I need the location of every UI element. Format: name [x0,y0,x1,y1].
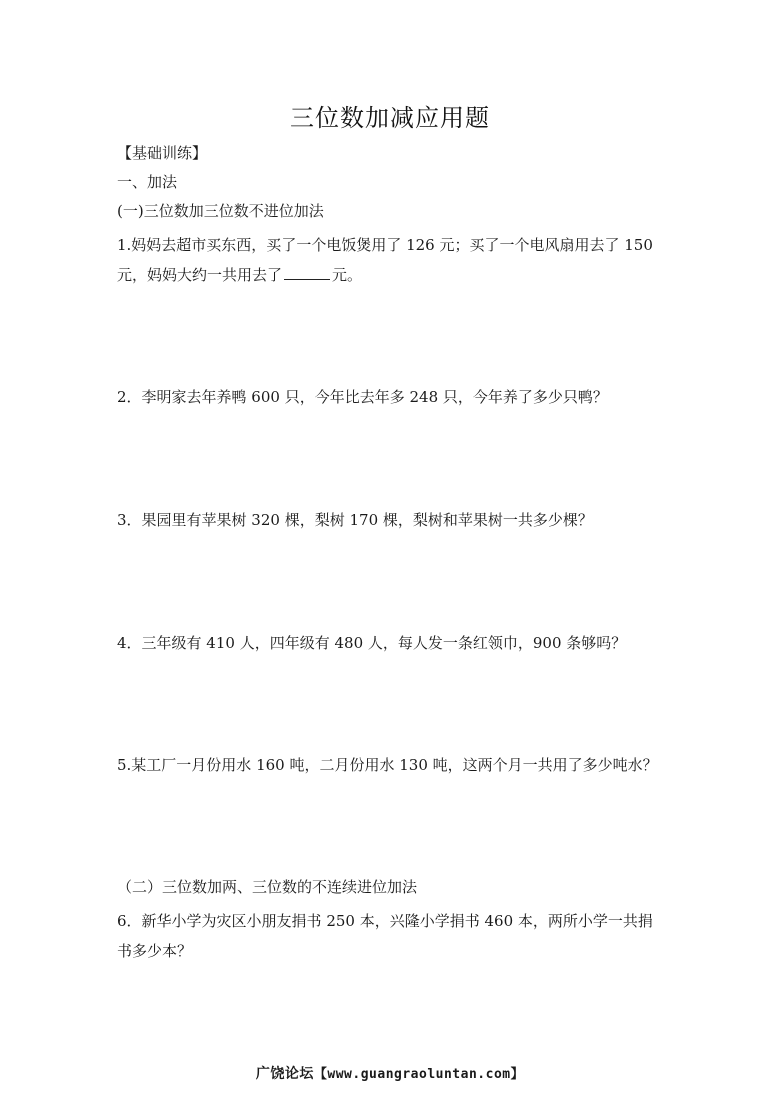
question-1-text-before: 元，妈妈大约一共用去了 [117,266,283,284]
question-4: 4．三年级有 410 人，四年级有 480 人，每人发一条红领巾，900 条够吗？ [117,634,627,652]
question-1-text-after: 元。 [332,266,363,284]
question-6-line-1: 6．新华小学为灾区小朋友捐书 250 本，兴隆小学捐书 460 本，两所小学一共捐 [117,912,653,930]
part-heading: 一、加法 [117,173,178,191]
footer-site-name: 广饶论坛 [255,1066,314,1082]
section-label: 【基础训练】 [117,144,208,162]
sub-heading-2: （二）三位数加两、三位数的不连续进位加法 [117,878,418,896]
question-5: 5.某工厂一月份用水 160 吨，二月份用水 130 吨，这两个月一共用了多少吨水？ [117,756,658,774]
answer-blank[interactable] [284,265,330,280]
question-1-line-1: 1.妈妈去超市买东西，买了一个电饭煲用了 126 元；买了一个电风扇用去了 150 [117,236,653,254]
footer-url[interactable]: 【www.guangraoluntan.com】 [313,1067,525,1082]
question-2: 2．李明家去年养鸭 600 只，今年比去年多 248 只，今年养了多少只鸭？ [117,388,608,406]
sub-heading-1: (一)三位数加三位数不进位加法 [117,202,324,220]
question-1-line-2 [117,265,362,285]
question-3: 3．果园里有苹果树 320 棵，梨树 170 棵，梨树和苹果树一共多少棵？ [117,511,593,529]
question-6-line-2: 书多少本？ [117,942,193,960]
page-title: 三位数加减应用题 [290,104,490,132]
page-footer [0,1063,780,1083]
